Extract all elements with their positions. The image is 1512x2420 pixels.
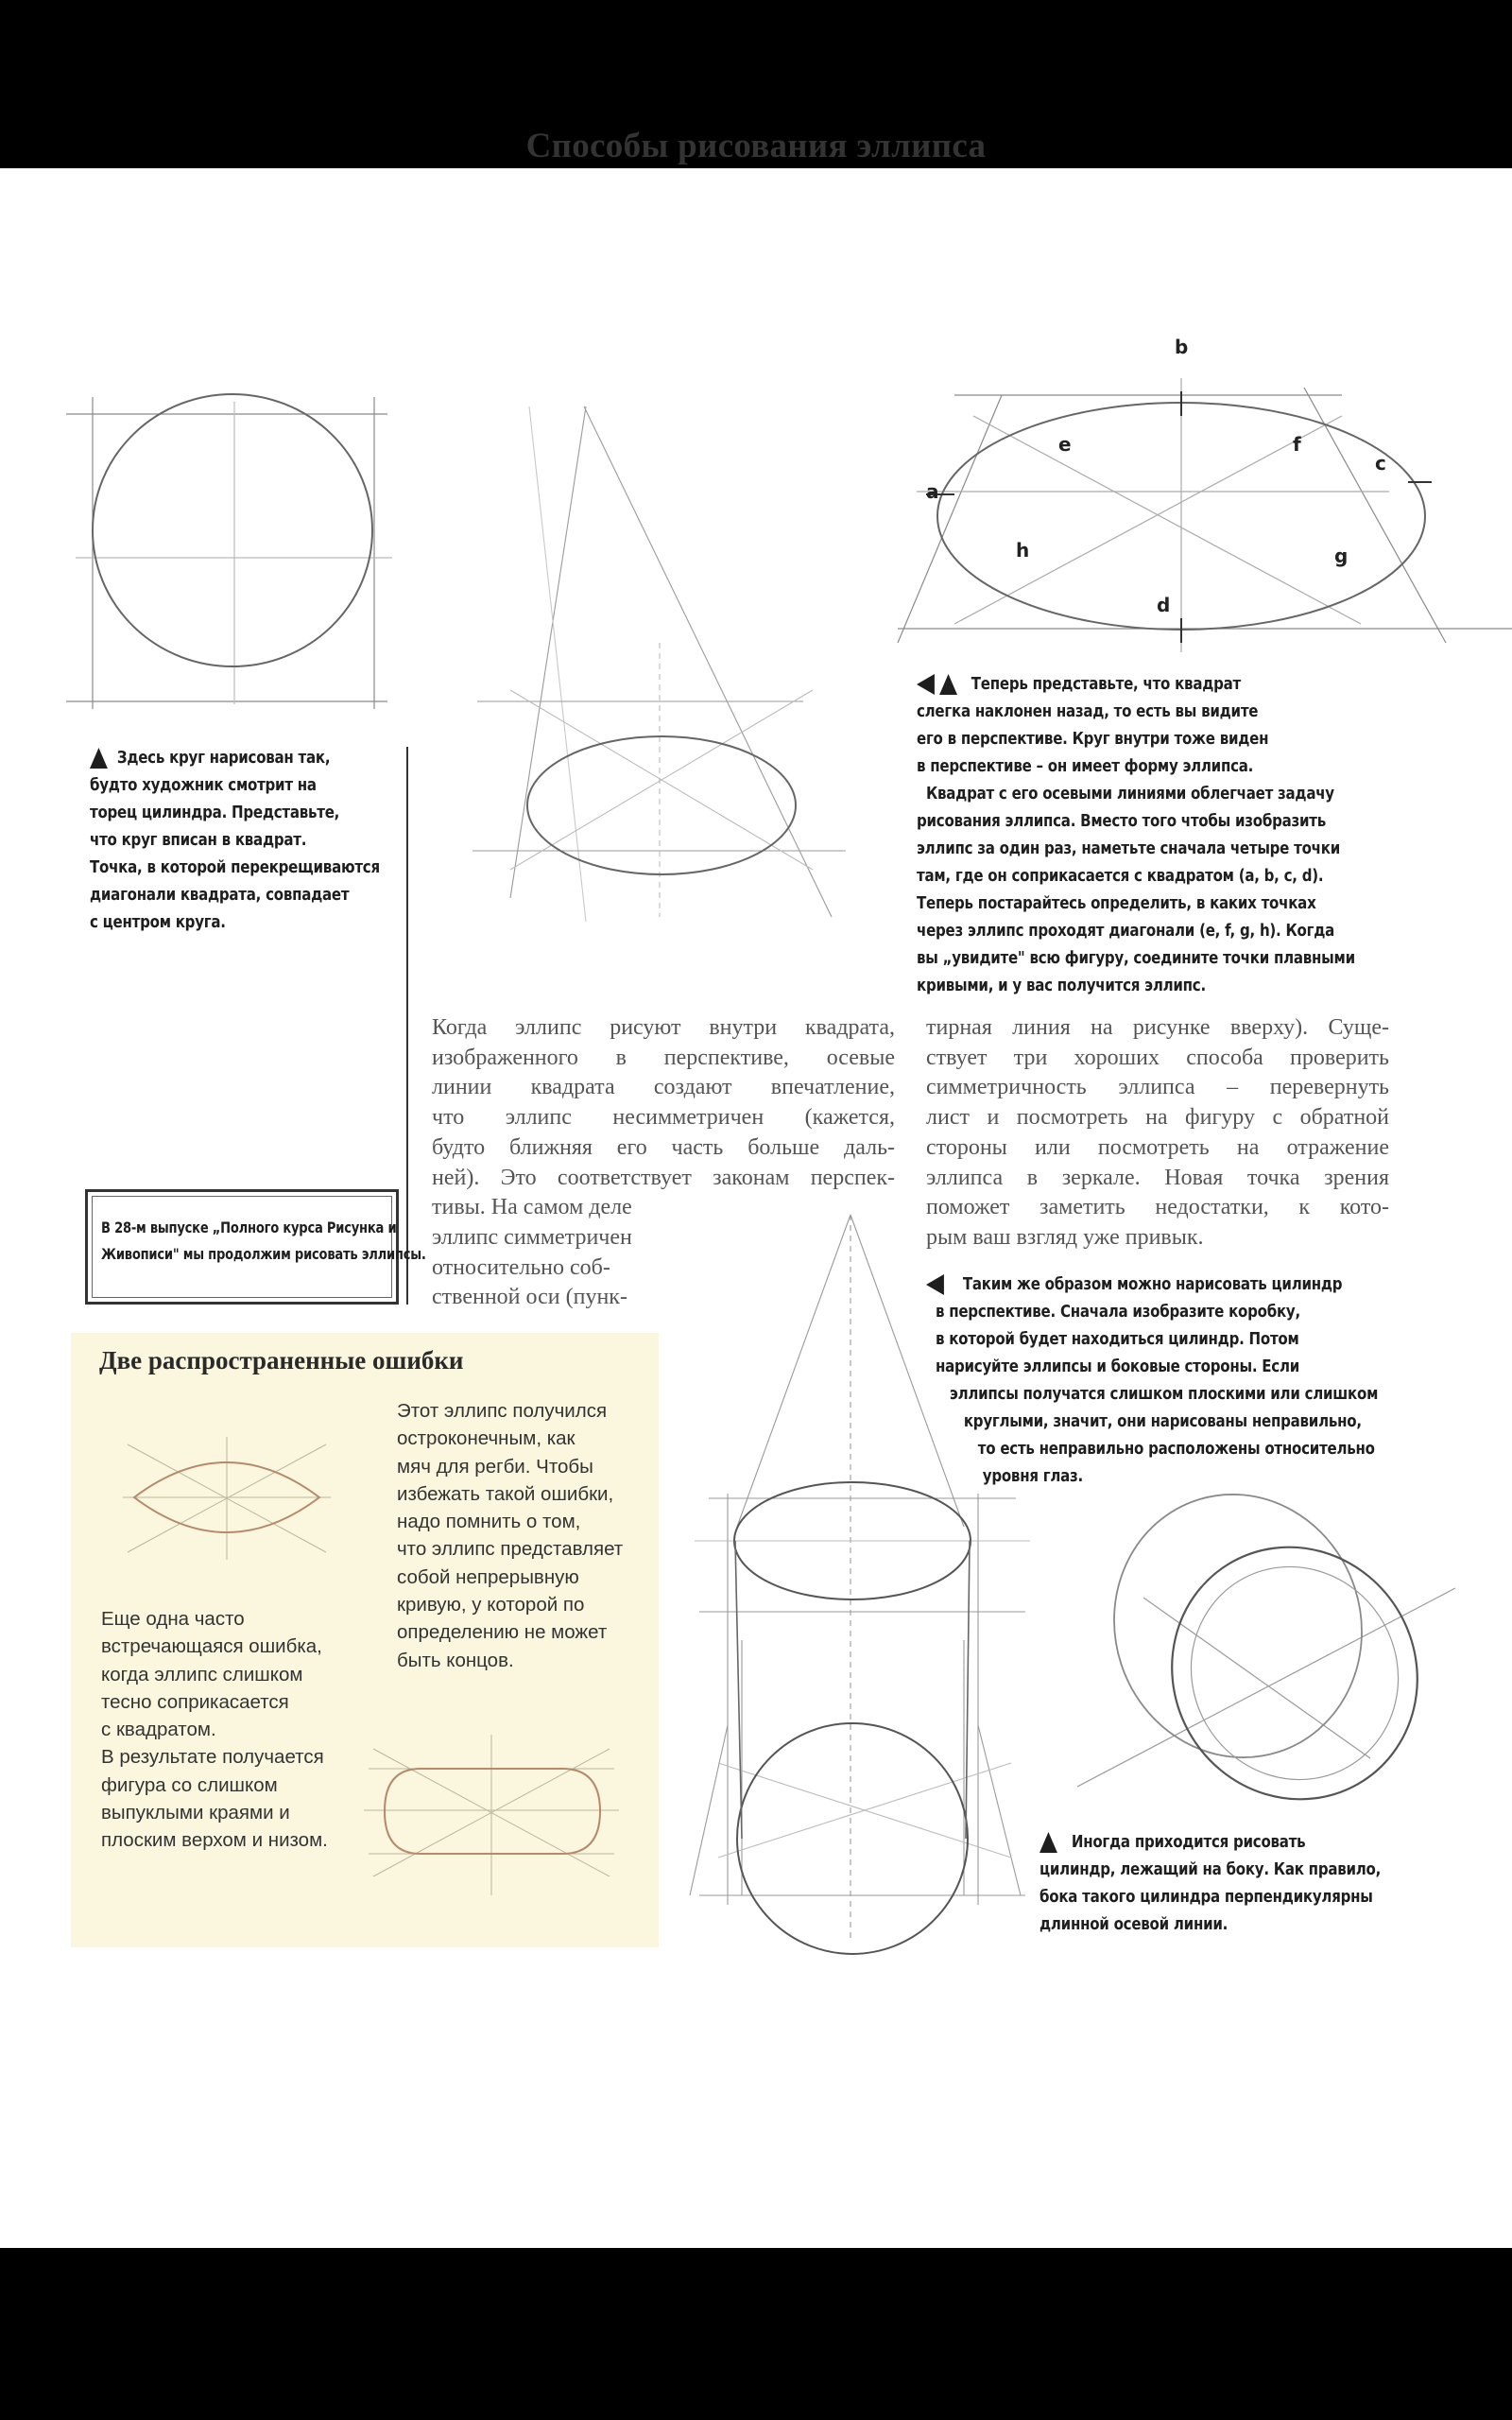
common-errors-box [71, 1333, 659, 1947]
circle-in-square-drawing [57, 397, 397, 709]
body-text-left: Когда эллипс рисуют внутри квадрата, изображенного в перспективе, осевые линии квадрата создают впечатление, что эллипс несимметричен (кажется, будто ближняя его часть больше даль- ней). Это соответствует законам перспек- тивы. На самом деле эллипс симметричен относительно соб- ственной оси (пунк- [432, 1015, 895, 1310]
caption-lying-cylinder: Иногда приходится рисовать цилиндр, лежащий на боку. Как правило, бока такого цилиндра перпендикулярны длинной осевой линии. [1040, 1833, 1382, 1934]
triangle-up-icon [90, 748, 108, 769]
note-line: В 28-м выпуске „Полного курса Рисунка и [101, 1219, 397, 1236]
label-b: b [1175, 336, 1189, 358]
pointed-ellipse-text: Этот эллипс получился остроконечным, как мяч для регби. Чтобы избежать такой ошибки, надо помнить о том, что эллипс представляет собой непрерывную кривую, у которой по определению не может быть концов. [397, 1400, 624, 1671]
perspective-ellipse-drawing [472, 406, 869, 936]
cylinder-drawing [690, 1215, 1040, 1952]
triangle-up-icon [939, 674, 957, 695]
note-box [85, 1189, 426, 1305]
errors-box-title: Две распространенные ошибки [99, 1346, 464, 1374]
caption-tilted-square: Теперь представьте, что квадрат слегка наклонен назад, то есть вы видите его в перспективе. Круг внутри тоже виден в перспективе – он имеет форму эллипса. Квадрат с его осевыми линиями облегчает задачу рисования эллипса. Вместо того чтобы изобразить эллипс за один раз, наметьте сначала четыре точки там, где он соприкасается с квадратом (a, b, c, d). Теперь постарайтесь определить, в каких точках через эллипс проходят диагонали (e, f, g, h). Когда вы „увидите" всю фигуру, соедините точки плавными кривыми, и у вас получится эллипс. [917, 675, 1355, 995]
labelled-ellipse-drawing [898, 378, 1512, 662]
label-d: d [1157, 594, 1171, 616]
pointed-ellipse-drawing [123, 1437, 331, 1560]
boxy-ellipse-text: Еще одна часто встречающаяся ошибка, когда эллипс слишком тесно соприкасается с квадратом. В результате получается фигура со слишком выпуклыми краями и плоским верхом и низом. [101, 1608, 328, 1852]
label-f: f [1293, 433, 1301, 456]
note-line: Живописи" мы продолжим рисовать эллипсы. [101, 1245, 426, 1263]
caption-cylinder: Таким же образом можно нарисовать цилиндр в перспективе. Сначала изобразите коробку, в которой будет находиться цилиндр. Потом нарисуйте эллипсы и боковые стороны. Если эллипсы получатся слишком плоскими или слишком круглыми, значит, они нарисованы неправильно, то есть неправильно расположены относительно уровня глаз. [926, 1271, 1378, 1491]
label-a: a [926, 480, 939, 503]
lying-cylinder-drawing [1058, 1475, 1455, 1815]
triangle-left-icon [917, 674, 935, 695]
body-text-right: тирная линия на рисунке вверху). Суще- ствует три хороших способа проверить симметричность эллипса – перевернуть лист и посмотреть на фигуру с обратной стороны или посмотреть на отражение эллипса в зеркале. Новая точка зрения поможет заметить недостатки, к кото- рым ваш взгляд уже привык. [926, 1015, 1389, 1250]
label-g: g [1334, 544, 1349, 567]
boxy-ellipse-drawing [364, 1735, 619, 1895]
label-e: e [1058, 433, 1072, 456]
caption-circle: Здесь круг нарисован так, будто художник смотрит на торец цилиндра. Представьте, что круг вписан в квадрат. Точка, в которой перекрещиваются диагонали квадрата, совпадает с центром круга. [90, 749, 380, 932]
page-title: Способы рисования эллипса [525, 127, 987, 165]
label-h: h [1016, 539, 1030, 562]
label-c: c [1375, 452, 1386, 475]
triangle-up-icon [1040, 1832, 1057, 1853]
